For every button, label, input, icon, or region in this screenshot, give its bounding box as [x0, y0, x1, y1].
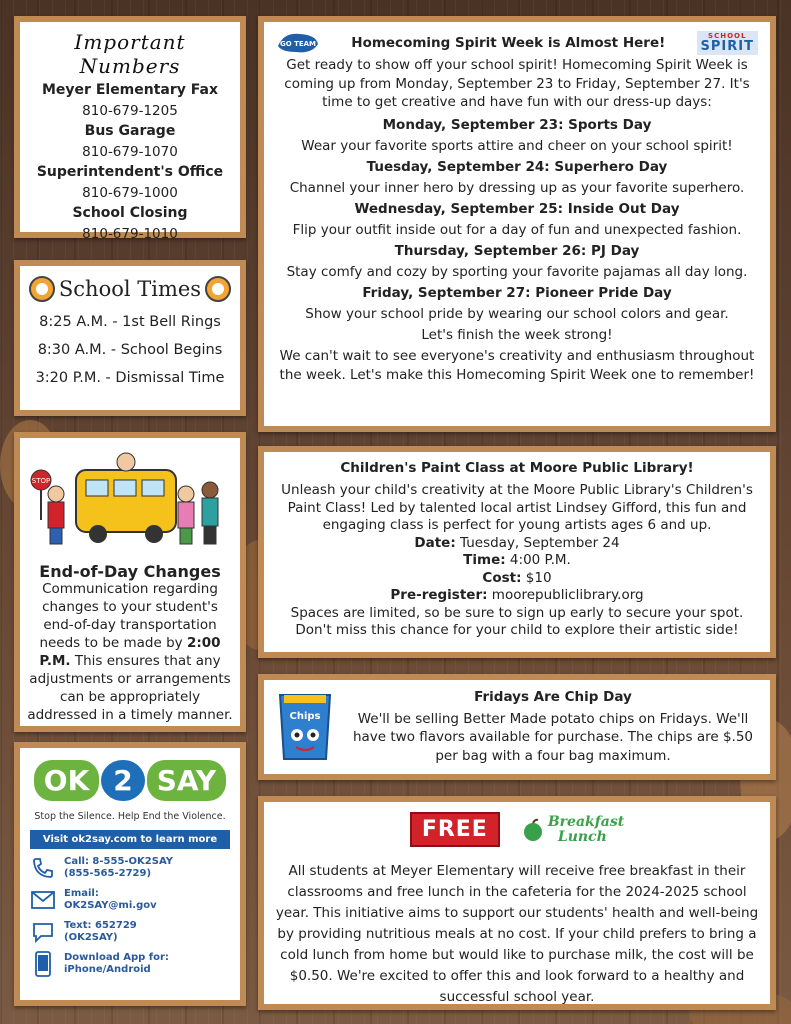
homecoming-intro: Get ready to show off your school spirit! Homecoming Spirit Week is coming up from Monday, September 23 to Friday, September 27. It's time to get creative and have fun with our dress-up days:	[284, 57, 750, 111]
end-of-day-text-part: Communication regarding changes to your student's end-of-day transportation needs to be made by	[39, 581, 218, 651]
ok2say-email-label: Email:	[64, 887, 99, 899]
phone-number: 810-679-1010	[82, 226, 178, 242]
alarm-clock-icon	[29, 276, 55, 302]
go-team-badge-icon	[276, 30, 320, 56]
number-item	[26, 205, 234, 242]
end-of-day-title: End-of-Day Changes	[39, 562, 221, 581]
paint-class-panel	[258, 446, 776, 658]
lunch-word: Lunch	[557, 828, 607, 845]
paint-class-cost	[274, 570, 760, 588]
time-row: 8:25 A.M. - 1st Bell Rings	[39, 314, 221, 330]
chip-day-content	[346, 689, 760, 765]
spirit-day	[272, 201, 762, 238]
ok2say-logo	[30, 760, 230, 801]
chip-day-title: Fridays Are Chip Day	[474, 689, 632, 706]
envelope-icon	[30, 887, 56, 913]
paint-class-closing: Spaces are limited, so be sure to sign up early to secure your spot. Don't miss this chance for your child to explore their artistic side!	[290, 604, 744, 639]
important-numbers-panel	[14, 16, 246, 242]
end-of-day-panel	[14, 432, 246, 732]
ok2say-visit-link[interactable]: Visit ok2say.com to learn more	[30, 830, 230, 849]
breakfast-lunch-text	[548, 815, 624, 844]
date-label: Date:	[414, 534, 456, 551]
paint-class-intro: Unleash your child's creativity at the Moore Public Library's Children's Paint Class! Led by talented local artist Lindsey Gifford, this fun and engaging class is perfect for young artists ages 6 and up.	[281, 482, 753, 534]
ok2say-app: Download App for:	[64, 951, 169, 963]
end-of-day-text-part: This ensures that any adjustments or arrangements can be appropriately addressed in a timely manner.	[27, 652, 233, 723]
go-team-badge-text: GO TEAM	[279, 40, 317, 48]
ok2say-call: Call: 8-555-OK2SAY	[64, 855, 173, 867]
spirit-day-title: Monday, September 23: Sports Day	[382, 116, 652, 133]
school-spirit-logo-top: SCHOOL	[708, 32, 747, 40]
preregister-label: Pre-register:	[390, 587, 488, 604]
time-value: 4:00 P.M.	[505, 552, 571, 569]
spirit-day-title: Friday, September 27: Pioneer Pride Day	[362, 284, 672, 301]
homecoming-finish: Let's finish the week strong!	[421, 326, 613, 343]
homecoming-panel	[258, 16, 776, 432]
chip-day-text: We'll be selling Better Made potato chips on Fridays. We'll have two flavors available for purchase. The chips are $.50 per bag with a four bag maximum.	[352, 711, 754, 764]
stop-sign-text: STOP	[31, 477, 51, 485]
important-numbers-title: Important Numbers	[74, 30, 186, 78]
ok2say-text-code: (OK2SAY)	[64, 932, 118, 943]
date-value: Tuesday, September 24	[455, 534, 620, 551]
homecoming-closing: We can't wait to see everyone's creativity and enthusiasm throughout the week. Let's make this Homecoming Spirit Week one to remember!	[279, 347, 755, 383]
paint-class-title: Children's Paint Class at Moore Public Library!	[340, 460, 694, 476]
breakfast-word: Breakfast	[547, 813, 625, 830]
free-meals-header	[274, 812, 760, 847]
deadline-time: 2:00 P.M.	[39, 634, 221, 669]
spirit-day-title: Tuesday, September 24: Superhero Day	[366, 158, 668, 175]
ok2say-call-row	[30, 855, 230, 881]
phone-icon	[30, 855, 56, 881]
ok2say-logo-2: 2	[101, 760, 144, 801]
cost-value: $10	[521, 569, 552, 586]
alarm-clock-icon	[205, 276, 231, 302]
spirit-day	[272, 243, 762, 280]
ok2say-logo-ok: OK	[34, 760, 100, 801]
end-of-day-text	[26, 581, 234, 725]
paint-class-preregister	[274, 587, 760, 605]
phone-number: 810-679-1205	[82, 103, 178, 119]
paint-class-date	[274, 535, 760, 553]
spirit-day	[272, 285, 762, 322]
smartphone-icon	[30, 951, 56, 977]
ok2say-email-address[interactable]: OK2SAY@mi.gov	[64, 900, 157, 911]
time-label: Time:	[463, 552, 506, 569]
ok2say-text: Text: 652729	[64, 919, 137, 931]
ok2say-call-number: (855-565-2729)	[64, 868, 152, 879]
ok2say-email-row	[30, 887, 230, 913]
chip-day-panel	[258, 674, 776, 780]
number-item	[26, 82, 234, 119]
preregister-link[interactable]: moorepubliclibrary.org	[487, 587, 644, 604]
chat-bubble-icon	[30, 919, 56, 945]
spirit-day-description: Stay comfy and cozy by sporting your favorite pajamas all day long.	[286, 263, 748, 280]
free-meals-panel	[258, 796, 776, 1010]
time-row: 3:20 P.M. - Dismissal Time	[35, 370, 225, 386]
spirit-day-description: Show your school pride by wearing our school colors and gear.	[305, 305, 729, 322]
number-label: Meyer Elementary Fax	[42, 82, 218, 98]
phone-number: 810-679-1000	[82, 185, 178, 201]
school-spirit-logo-bottom: SPIRIT	[700, 39, 754, 54]
spirit-day-description: Wear your favorite sports attire and cheer on your school spirit!	[301, 137, 733, 154]
paint-class-time	[274, 552, 760, 570]
free-meals-text: All students at Meyer Elementary will receive free breakfast in their classrooms and free lunch in the cafeteria for the 2024-2025 school year. This initiative aims to support our students' health and well-being by providing nutritious meals at no cost. If your child prefers to bring a cold lunch from home but would like to purchase milk, the cost will be $0.50. We're excited to offer this and look forward to a healthy and successful school year.	[275, 863, 759, 1005]
free-badge: FREE	[410, 812, 500, 847]
homecoming-title: Homecoming Spirit Week is Almost Here!	[351, 35, 666, 51]
school-spirit-logo	[697, 31, 758, 55]
spirit-day	[272, 117, 762, 154]
spirit-day	[272, 159, 762, 196]
number-label: Superintendent's Office	[36, 164, 224, 180]
ok2say-app-platforms: iPhone/Android	[64, 964, 151, 975]
number-label: Bus Garage	[84, 123, 176, 139]
spirit-day-title: Wednesday, September 25: Inside Out Day	[354, 200, 680, 217]
cost-label: Cost:	[482, 569, 522, 586]
spirit-day-title: Thursday, September 26: PJ Day	[394, 242, 640, 259]
school-times-panel	[14, 260, 246, 416]
school-times-title: School Times	[58, 277, 202, 301]
time-row: 8:30 A.M. - School Begins	[37, 342, 223, 358]
school-times-header	[26, 276, 234, 302]
chip-bag-label: Chips	[289, 711, 321, 722]
ok2say-panel	[14, 742, 246, 1006]
spirit-day-description: Flip your outfit inside out for a day of fun and unexpected fashion.	[292, 221, 742, 238]
ok2say-logo-say: SAY	[147, 760, 226, 801]
chip-bag-icon	[274, 689, 336, 765]
spirit-day-description: Channel your inner hero by dressing up as your favorite superhero.	[289, 179, 745, 196]
number-item	[26, 123, 234, 160]
ok2say-tagline: Stop the Silence. Help End the Violence.	[34, 811, 226, 822]
ok2say-text-row	[30, 919, 230, 945]
number-item	[26, 164, 234, 201]
phone-number: 810-679-1070	[82, 144, 178, 160]
apple-icon	[522, 818, 544, 842]
number-label: School Closing	[72, 205, 188, 221]
children-and-bus-illustration	[26, 450, 226, 550]
breakfast-lunch-logo	[522, 815, 624, 844]
ok2say-app-row	[30, 951, 230, 977]
homecoming-header	[272, 30, 762, 56]
